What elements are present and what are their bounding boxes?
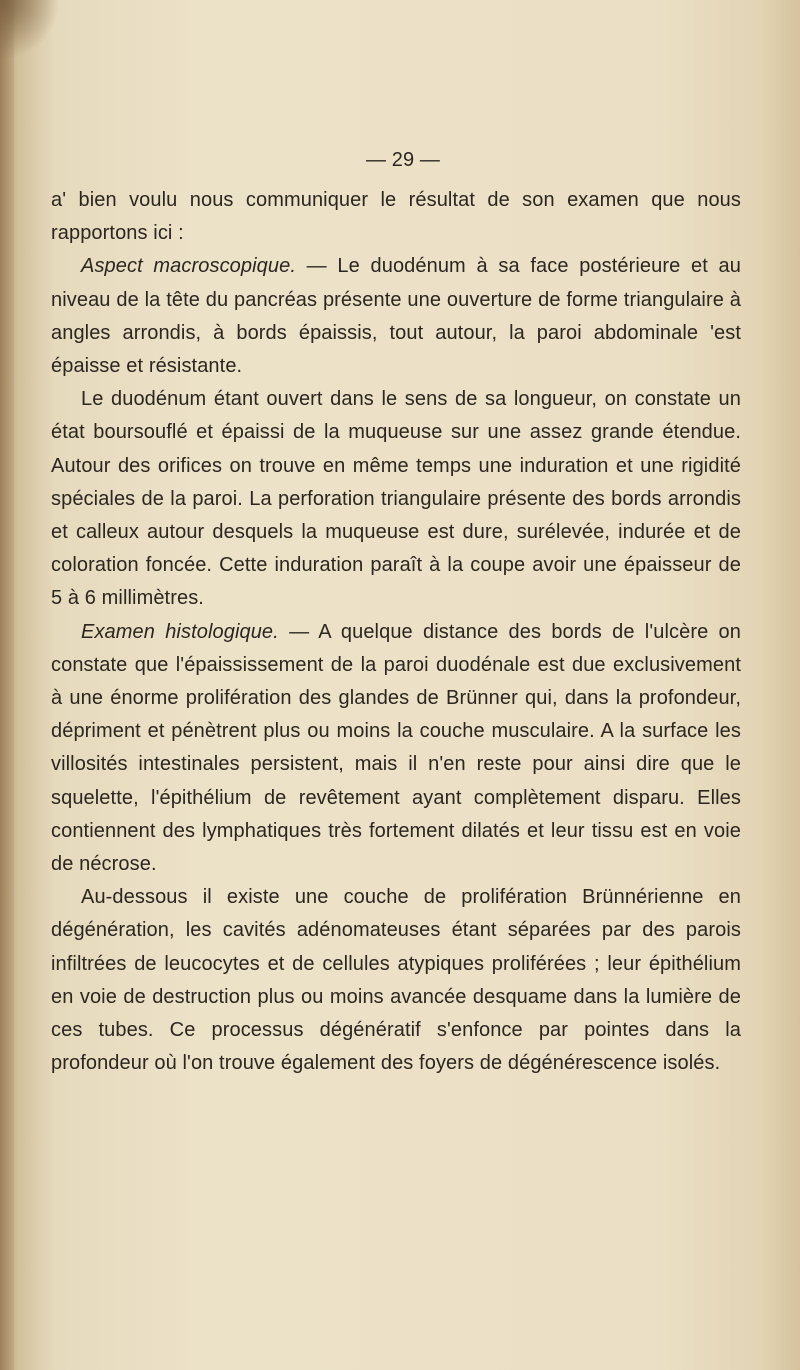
paragraph-intro bbox=[51, 184, 741, 250]
paragraph-text: Le duodénum étant ouvert dans le sens de sa longueur, on constate un état boursouflé et épaissi de la muqueuse sur une assez grande étendue. Autour des orifices on trouve en même temps une induration et une rigidité spéciales de la paroi. La perforation triangulaire présente des bords arrondis et calleux autour desquels la muqueuse est dure, surélevée, indurée et de coloration foncée. Cette induration paraît à la coupe avoir une épaisseur de 5 à 6 millimètres. bbox=[51, 388, 741, 610]
paragraph-text: — A quelque distance des bords de l'ulcère on constate que l'épaississement de la paroi duodénale est due exclusivement à une énorme prolifération des glandes de Brünner qui, dans la profondeur, dépriment et pénètrent plus ou moins la couche musculaire. A la surface les villosités intestinales persistent, mais il n'en reste pour ainsi dire que le squelette, l'épithélium de revêtement ayant complètement disparu. Elles contiennent des lymphatiques très fortement dilatés et leur tissu est en voie de nécrose. bbox=[51, 620, 742, 876]
paragraph-brunnerian bbox=[51, 881, 741, 1080]
page-text bbox=[51, 146, 741, 1080]
paragraph-macroscopic bbox=[51, 250, 741, 383]
paragraph-duodenum bbox=[51, 383, 741, 615]
section-heading-macroscopic: Aspect macroscopique. bbox=[81, 255, 296, 278]
page-number: — 29 — bbox=[366, 149, 440, 171]
paragraph-histologic bbox=[51, 616, 741, 882]
page-corner-shadow bbox=[0, 0, 60, 60]
section-heading-histologic: Examen histologique. bbox=[81, 620, 279, 643]
page-binding-edge bbox=[0, 0, 14, 1370]
paragraph-text: Au-dessous il existe une couche de prolifération Brünnérienne en dégénération, les cavités adénomateuses étant séparées par des parois infiltrées de leucocytes et de cellules atypiques proliférées ; leur épithélium en voie de destruction plus ou moins avancée desquame dans la lumière de ces tubes. Ce processus dégénératif s'enfonce par pointes dans la profondeur où l'on trouve également des foyers de dégénérescence isolés. bbox=[51, 886, 741, 1075]
paragraph-text: — Le duodénum à sa face postérieure et au niveau de la tête du pancréas présente une ouverture de forme triangulaire à angles arrondis, à bords épaissis, tout autour, la paroi abdominale 'est épaisse et résistante. bbox=[51, 255, 741, 378]
paragraph-text: a' bien voulu nous communiquer le résultat de son examen que nous rapportons ici : bbox=[51, 189, 741, 245]
